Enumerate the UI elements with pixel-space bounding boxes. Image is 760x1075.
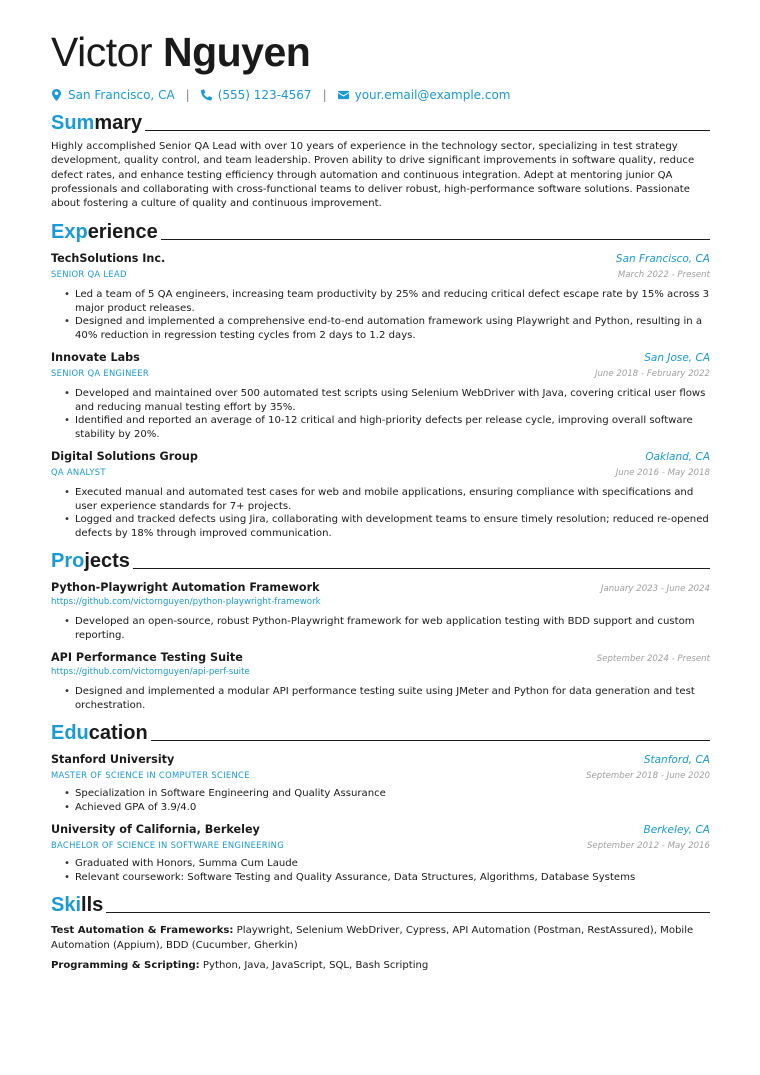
job-role: SENIOR QA LEAD: [51, 269, 127, 280]
school-location: Berkeley, CA: [643, 824, 710, 837]
education-dates: September 2012 - May 2016: [586, 841, 710, 852]
job-dates: June 2018 - February 2022: [594, 369, 710, 380]
bullet-item: • Identified and reported an average of 10-12 critical and high-priority defects per release cycle, improving overall software stability by 20%.: [75, 414, 710, 441]
degree-name: MASTER OF SCIENCE IN COMPUTER SCIENCE: [51, 770, 250, 781]
bullet-item: • Executed manual and automated test cases for web and mobile applications, ensuring compliance with specifications and user experience standards for 7+ projects.: [75, 486, 710, 513]
school-location: Stanford, CA: [643, 754, 710, 767]
education-dates: September 2018 - June 2020: [586, 771, 710, 782]
map-pin-icon: [51, 89, 62, 101]
job-bullets: [51, 486, 710, 540]
project-entry: [51, 650, 710, 712]
project-link[interactable]: https://github.com/victornguyen/python-playwright-framework: [51, 597, 321, 608]
summary-heading: [51, 110, 710, 134]
section-rule: [151, 740, 710, 741]
job-entry: [51, 251, 710, 342]
first-name: Victor: [51, 29, 153, 75]
summary-text: Highly accomplished Senior QA Lead with over 10 years of experience in the technology sector, specializing in test strategy development, quality control, and team leadership. Proven ability to drive significant improvements in software quality, reduce defect rates, and enhance testing efficiency through automation and continuous integration. Adept at mentoring junior QA professionals and collaborating with cross-functional teams to deliver robust, high-performance software solutions. Passionate about fostering a culture of quality and continuous improvement.: [51, 141, 695, 210]
title-rest: mary: [94, 112, 143, 134]
education-heading: [51, 720, 710, 744]
skills-value: Playwright, Selenium WebDriver, Cypress, API Automation (Postman, RestAssured), Mobile Automation (Appium), BDD (Cucumber, Gherkin): [51, 925, 694, 951]
education-bullets: [51, 857, 710, 884]
company-name: Digital Solutions Group: [51, 450, 198, 464]
education-bullets: [51, 787, 710, 814]
school-name: Stanford University: [51, 753, 175, 767]
project-dates: September 2024 - Present: [596, 654, 710, 665]
bullet-item: • Relevant coursework: Software Testing and Quality Assurance, Data Structures, Algorithms, Database Systems: [75, 871, 710, 885]
job-role: SENIOR QA ENGINEER: [51, 368, 149, 379]
bullet-item: • Graduated with Honors, Summa Cum Laude: [75, 857, 710, 871]
projects-heading: [51, 548, 710, 572]
title-rest: erience: [87, 221, 158, 244]
education-entry: [51, 822, 710, 884]
skills-label: Test Automation & Frameworks:: [51, 925, 234, 937]
section-rule: [145, 130, 710, 131]
bullet-item: • Designed and implemented a comprehensive end-to-end automation framework using Playwright and Python, resulting in a 40% reduction in regression testing cycles from 2 days to 1.2 days.: [75, 315, 710, 342]
title-accent: Sum: [51, 112, 95, 134]
location-text: San Francisco, CA: [68, 88, 175, 102]
section-rule: [106, 912, 710, 913]
job-bullets: [51, 288, 710, 342]
project-name: API Performance Testing Suite: [51, 651, 243, 665]
title-rest: cation: [88, 722, 148, 745]
job-bullets: [51, 387, 710, 441]
section-rule: [161, 239, 710, 240]
envelope-icon: [338, 89, 349, 101]
job-role: QA ANALYST: [51, 467, 106, 478]
bullet-item: • Developed an open-source, robust Python-Playwright framework for web application testing with BDD support and custom reporting.: [75, 615, 710, 642]
phone-text[interactable]: (555) 123-4567: [217, 88, 312, 102]
bullet-item: • Led a team of 5 QA engineers, increasing team productivity by 25% and reducing critical defect escape rate by 15% across 3 major product releases.: [75, 288, 710, 315]
title-rest: lls: [81, 894, 104, 917]
bullet-item: • Achieved GPA of 3.9/4.0: [75, 801, 710, 815]
job-dates: June 2016 - May 2018: [615, 468, 710, 479]
contact-separator: |: [185, 88, 190, 102]
title-accent: Ski: [51, 894, 82, 917]
job-entry: [51, 350, 710, 441]
section-title: [51, 722, 148, 744]
skills-line: [51, 924, 710, 953]
skills-label: Programming & Scripting:: [51, 960, 200, 972]
candidate-name: [51, 30, 710, 74]
skills-line: [51, 959, 710, 973]
degree-name: BACHELOR OF SCIENCE IN SOFTWARE ENGINEERING: [51, 840, 284, 851]
company-name: Innovate Labs: [51, 351, 140, 365]
last-name: Nguyen: [162, 29, 311, 75]
experience-heading: [51, 219, 710, 243]
job-location: San Francisco, CA: [615, 253, 710, 266]
project-link[interactable]: https://github.com/victornguyen/api-perf-suite: [51, 667, 250, 678]
job-location: Oakland, CA: [645, 451, 710, 464]
section-title: [51, 221, 158, 243]
section-title: [51, 112, 142, 134]
contact-bar: [51, 86, 710, 104]
section-rule: [133, 568, 710, 569]
company-name: TechSolutions Inc.: [51, 252, 166, 266]
project-dates: January 2023 - June 2024: [600, 584, 710, 595]
project-name: Python-Playwright Automation Framework: [51, 581, 320, 595]
project-entry: [51, 580, 710, 642]
job-entry: [51, 449, 710, 540]
title-rest: jects: [84, 550, 130, 573]
title-accent: Pro: [51, 550, 85, 573]
job-dates: March 2022 - Present: [617, 270, 710, 281]
bullet-item: • Logged and tracked defects using Jira, collaborating with development teams to ensure timely resolution; reduced re-opened defects by 18% through improved communication.: [75, 513, 710, 540]
title-accent: Edu: [51, 722, 89, 745]
bullet-item: • Specialization in Software Engineering and Quality Assurance: [75, 787, 710, 801]
bullet-item: • Developed and maintained over 500 automated test scripts using Selenium WebDriver with Java, covering critical user flows and reducing manual testing effort by 35%.: [75, 387, 710, 414]
skills-heading: [51, 892, 710, 916]
contact-location: [51, 88, 175, 102]
project-bullets: [51, 685, 710, 712]
email-text[interactable]: your.email@example.com: [354, 88, 511, 102]
section-title: [51, 894, 103, 916]
phone-icon: [201, 89, 212, 101]
title-accent: Exp: [51, 221, 88, 244]
section-title: [51, 550, 130, 572]
project-bullets: [51, 615, 710, 642]
skills-value: Python, Java, JavaScript, SQL, Bash Scripting: [199, 960, 429, 972]
contact-separator: |: [322, 88, 327, 102]
bullet-item: • Designed and implemented a modular API performance testing suite using JMeter and Python for data generation and test orchestration.: [75, 685, 710, 712]
education-entry: [51, 752, 710, 814]
job-location: San Jose, CA: [644, 352, 710, 365]
contact-phone[interactable]: [201, 88, 312, 102]
contact-email[interactable]: [338, 88, 511, 102]
school-name: University of California, Berkeley: [51, 823, 260, 837]
